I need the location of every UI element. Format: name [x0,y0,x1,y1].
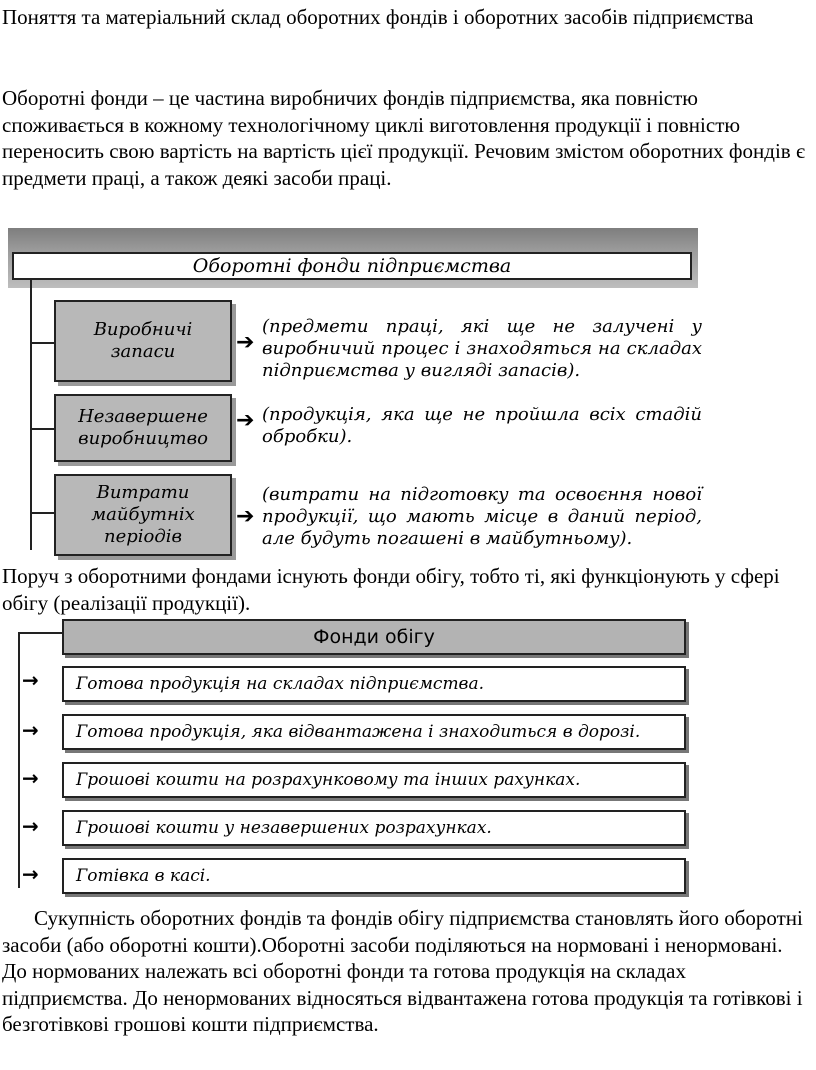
connector-line [30,280,32,550]
category-description: (предмети праці, які ще не залучені у виробничий процес і знаходяться на складах підприємства у вигляді запасів). [262,316,702,381]
page-title: Поняття та матеріальний склад оборотних фондів і оборотних засобів підприємства [2,5,754,29]
category-box-work-in-progress [54,394,232,462]
connector-branch [30,342,56,344]
arrow-right-icon: → [22,814,39,838]
circulation-funds-paragraph: Поруч з оборотними фондами існують фонди обігу, тобто ті, які функціонують у сфері обігу (реалізації продукції). [2,564,780,615]
definition-paragraph: Оборотні фонди – це частина виробничих фондів підприємства, яка повністю споживається в кожному технологічному циклі виготовлення продукції і повністю переносить свою вартість на вартість цієї продукції. Речовим змістом оборотних фондів є предмети праці, а також деякі засоби праці. [2,86,805,190]
diagram-title: Фонди обігу [62,619,686,655]
summary-paragraph: Сукупність оборотних фондів та фондів обігу підприємства становлять його оборотні засоби (або оборотні кошти).Оборотні засоби поділяються на нормовані і ненормовані. До нормованих належать всі оборотні фонди та готова продукція на складах підприємства. До ненормованих відносяться відвантажена готова продукція та готівкові і безготівкові грошові кошти підприємства. [2,906,803,1036]
circulation-funds-diagram [0,614,816,904]
arrow-right-icon: → [22,766,39,790]
arrow-right-icon: → [22,668,39,692]
arrow-right-icon: → [22,862,39,886]
arrow-right-icon: ➔ [236,408,255,433]
connector-branch [30,512,56,514]
category-box-deferred-expenses [54,474,232,556]
category-description: (витрати на підготовку та освоєння нової продукції, що мають місце в даний період, але будуть погашені в майбутньому). [262,484,702,549]
category-description: (продукція, яка ще не пройшла всіх стадій обробки). [262,404,702,447]
connector-line [18,632,20,888]
arrow-right-icon: ➔ [236,330,255,355]
category-label: Виробничі запаси [93,319,193,362]
diagram-title: Оборотні фонди підприємства [12,252,692,280]
working-funds-diagram [0,222,816,562]
list-item: Грошові кошти на розрахунковому та інших рахунках. [62,762,686,798]
list-item: Готівка в касі. [62,858,686,894]
connector-branch [30,428,56,430]
category-label: Витрати майбутніх періодів [91,482,195,547]
arrow-right-icon: ➔ [236,504,255,529]
list-item: Готова продукція, яка відвантажена і знаходиться в дорозі. [62,714,686,750]
arrow-right-icon: → [22,718,39,742]
connector-line [18,632,62,634]
list-item: Готова продукція на складах підприємства. [62,666,686,702]
list-item: Грошові кошти у незавершених розрахунках. [62,810,686,846]
category-label: Незавершене виробництво [78,406,208,449]
category-box-inventories [54,300,232,382]
